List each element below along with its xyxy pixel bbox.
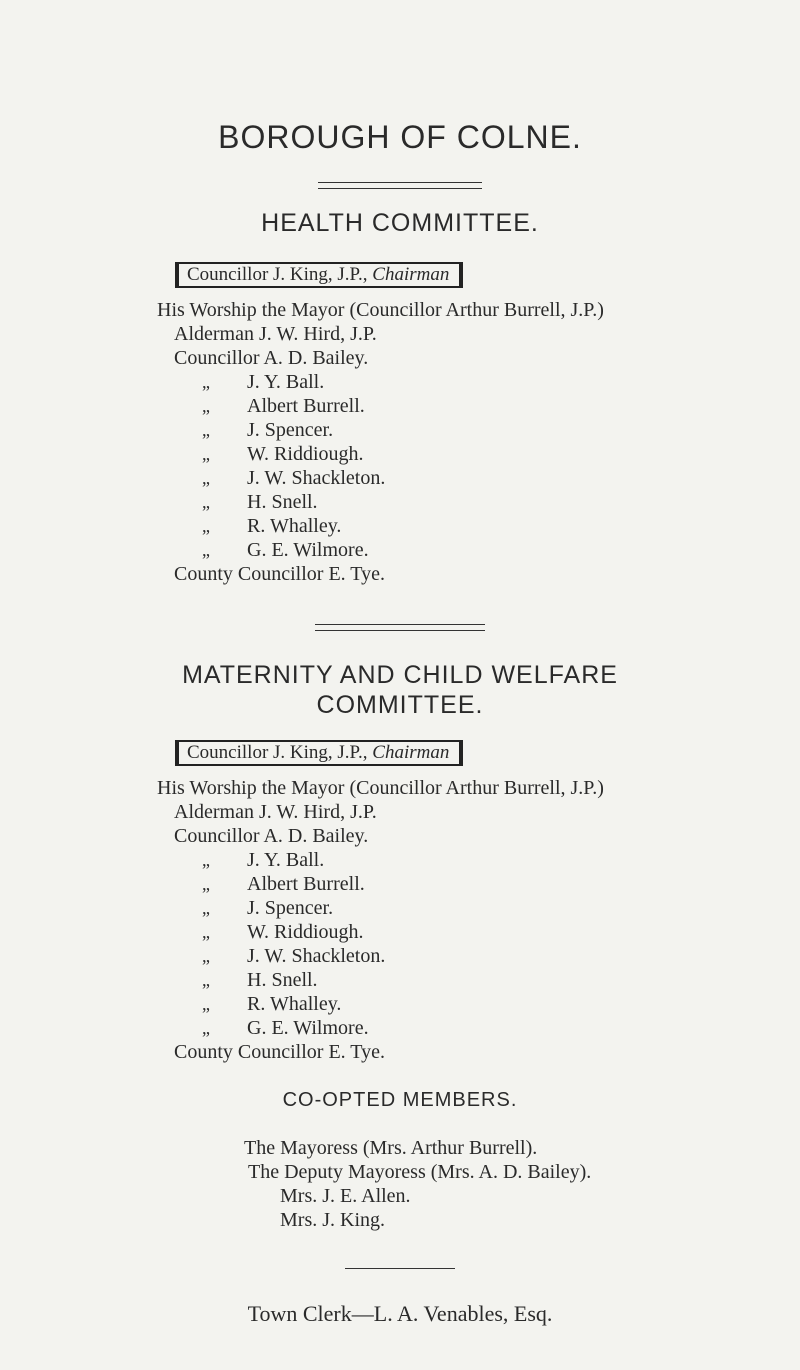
maternity-ditto-name: W. Riddiough. (247, 921, 364, 943)
health-member-bailey: Councillor A. D. Bailey. (174, 347, 369, 369)
maternity-ditto-name: H. Snell. (247, 969, 318, 991)
maternity-ditto-mark: „ (202, 970, 210, 990)
maternity-member-alderman: Alderman J. W. Hird, J.P. (174, 801, 377, 823)
health-ditto-name: R. Whalley. (247, 515, 342, 537)
title-divider (318, 182, 482, 189)
health-ditto-name: W. Riddiough. (247, 443, 364, 465)
health-chairman-role: Chairman (372, 264, 450, 285)
health-member-county: County Councillor E. Tye. (174, 563, 385, 585)
maternity-chairman-name: Councillor J. King, J.P., (187, 742, 373, 763)
health-ditto-name: J. Y. Ball. (247, 371, 325, 393)
health-ditto-mark: „ (202, 396, 210, 416)
health-ditto-mark: „ (202, 420, 210, 440)
health-chairman-name: Councillor J. King, J.P., (187, 264, 373, 285)
maternity-member-county: County Councillor E. Tye. (174, 1041, 385, 1063)
health-ditto-mark: „ (202, 444, 210, 464)
health-ditto-name: J. W. Shackleton. (247, 467, 386, 489)
maternity-heading-line2: COMMITTEE. (316, 691, 484, 719)
health-ditto-name: J. Spencer. (247, 419, 334, 441)
section-divider (315, 624, 485, 631)
maternity-ditto-mark: „ (202, 1018, 210, 1038)
maternity-ditto-name: J. Y. Ball. (247, 849, 325, 871)
maternity-ditto-mark: „ (202, 994, 210, 1014)
health-chairman-box (175, 262, 463, 288)
maternity-ditto-name: J. Spencer. (247, 897, 334, 919)
town-clerk-line: Town Clerk—L. A. Venables, Esq. (247, 1301, 553, 1326)
health-ditto-mark: „ (202, 492, 210, 512)
maternity-ditto-mark: „ (202, 850, 210, 870)
maternity-ditto-name: J. W. Shackleton. (247, 945, 386, 967)
closing-divider (345, 1268, 455, 1269)
coopted-heading: CO-OPTED MEMBERS. (282, 1089, 518, 1111)
health-ditto-mark: „ (202, 540, 210, 560)
health-ditto-mark: „ (202, 468, 210, 488)
health-ditto-mark: „ (202, 516, 210, 536)
health-ditto-mark: „ (202, 372, 210, 392)
maternity-heading-line1: MATERNITY AND CHILD WELFARE (182, 661, 618, 689)
borough-title: BOROUGH OF COLNE. (218, 119, 582, 155)
coopted-member: Mrs. J. King. (280, 1209, 386, 1231)
maternity-ditto-mark: „ (202, 874, 210, 894)
health-ditto-name: H. Snell. (247, 491, 318, 513)
health-committee-heading: HEALTH COMMITTEE. (261, 209, 539, 237)
coopted-member: The Deputy Mayoress (Mrs. A. D. Bailey). (248, 1161, 592, 1183)
health-ditto-name: Albert Burrell. (247, 395, 365, 417)
maternity-ditto-name: G. E. Wilmore. (247, 1017, 369, 1039)
maternity-member-mayor: His Worship the Mayor (Councillor Arthur Burrell, J.P.) (157, 777, 604, 799)
maternity-chairman-box (175, 740, 463, 766)
maternity-ditto-name: R. Whalley. (247, 993, 342, 1015)
coopted-member: Mrs. J. E. Allen. (280, 1185, 411, 1207)
health-member-alderman: Alderman J. W. Hird, J.P. (174, 323, 377, 345)
maternity-ditto-mark: „ (202, 922, 210, 942)
maternity-ditto-mark: „ (202, 898, 210, 918)
maternity-ditto-mark: „ (202, 946, 210, 966)
coopted-member: The Mayoress (Mrs. Arthur Burrell). (244, 1137, 538, 1159)
maternity-chairman-role: Chairman (372, 742, 450, 763)
health-member-mayor: His Worship the Mayor (Councillor Arthur Burrell, J.P.) (157, 299, 604, 321)
health-ditto-name: G. E. Wilmore. (247, 539, 369, 561)
maternity-member-bailey: Councillor A. D. Bailey. (174, 825, 369, 847)
maternity-ditto-name: Albert Burrell. (247, 873, 365, 895)
